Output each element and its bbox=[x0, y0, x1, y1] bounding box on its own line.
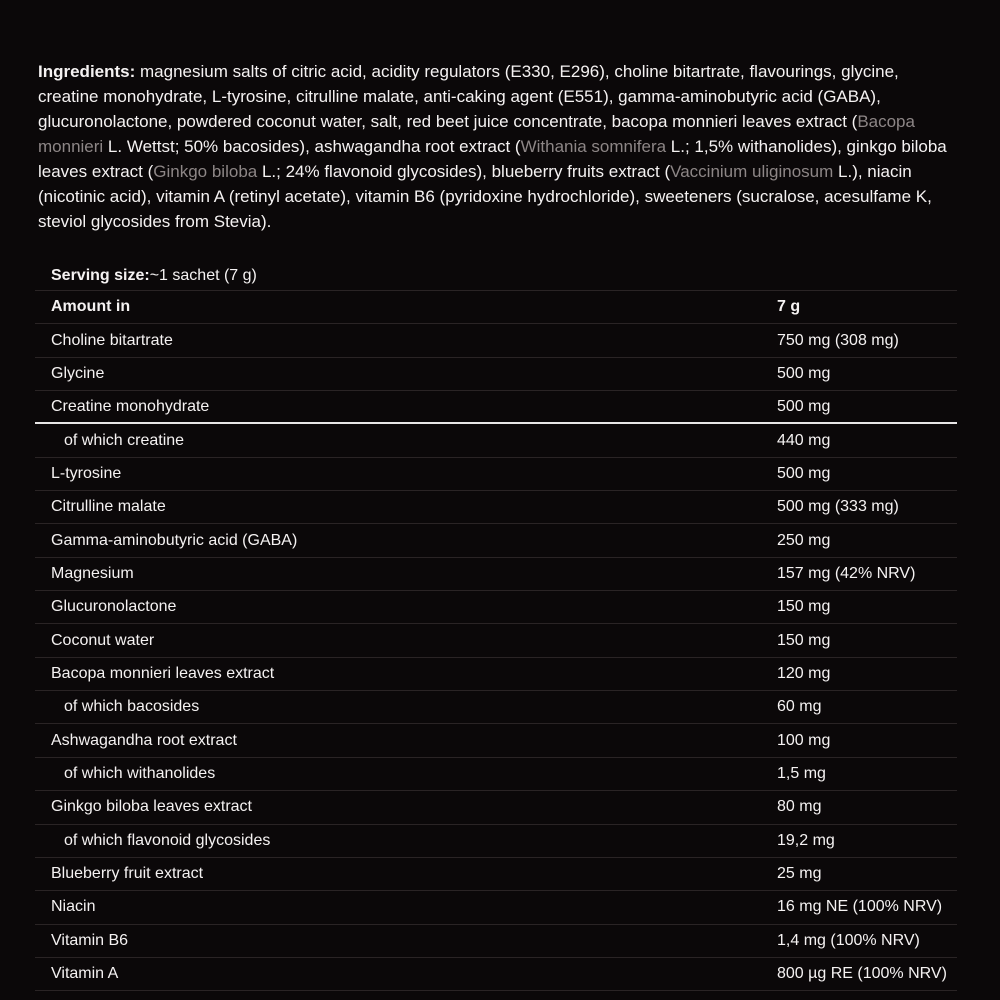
row-name: of which withanolides bbox=[64, 764, 216, 782]
row-amount: 120 mg bbox=[777, 664, 831, 682]
row-name: Blueberry fruit extract bbox=[51, 865, 204, 883]
amounts-table bbox=[35, 262, 957, 991]
table-header-name: Amount in bbox=[51, 298, 131, 316]
row-name: Ashwagandha root extract bbox=[51, 731, 237, 749]
serving-size-row bbox=[35, 262, 957, 291]
table-row bbox=[35, 891, 957, 924]
table-row bbox=[35, 491, 957, 524]
table-row bbox=[35, 558, 957, 591]
row-name: Creatine monohydrate bbox=[51, 397, 210, 415]
row-name: Choline bitartrate bbox=[51, 331, 173, 349]
row-name: Citrulline malate bbox=[51, 498, 166, 516]
row-amount: 500 mg (333 mg) bbox=[777, 498, 899, 516]
row-name: Vitamin B6 bbox=[51, 931, 129, 949]
table-row bbox=[35, 391, 957, 424]
row-name: Glucuronolactone bbox=[51, 598, 177, 616]
row-amount: 150 mg bbox=[777, 631, 831, 649]
row-name: of which bacosides bbox=[64, 698, 200, 716]
table-row bbox=[35, 358, 957, 391]
table-row bbox=[35, 825, 957, 858]
row-amount: 150 mg bbox=[777, 598, 831, 616]
table-row bbox=[35, 658, 957, 691]
row-amount: 250 mg bbox=[777, 531, 831, 549]
row-name: Glycine bbox=[51, 364, 105, 382]
serving-size-label: Serving size: bbox=[51, 267, 150, 284]
row-amount: 500 mg bbox=[777, 364, 831, 382]
ingredients-segment: L.; 24% flavonoid glycosides), blueberry fruits extract ( bbox=[257, 162, 671, 181]
serving-size-value: ~1 sachet (7 g) bbox=[149, 267, 257, 284]
row-name: Vitamin A bbox=[51, 965, 119, 983]
table-row bbox=[35, 591, 957, 624]
row-amount: 750 mg (308 mg) bbox=[777, 331, 899, 349]
ingredients-segment: Ingredients: bbox=[38, 62, 136, 81]
row-amount: 80 mg bbox=[777, 798, 822, 816]
table-row bbox=[35, 925, 957, 958]
table-row bbox=[35, 324, 957, 357]
row-amount: 1,5 mg bbox=[777, 764, 826, 782]
row-amount: 19,2 mg bbox=[777, 831, 835, 849]
ingredients-paragraph bbox=[38, 59, 958, 234]
table-row bbox=[35, 424, 957, 457]
row-amount: 1,4 mg (100% NRV) bbox=[777, 931, 920, 949]
row-amount: 500 mg bbox=[777, 397, 831, 415]
row-name: Bacopa monnieri leaves extract bbox=[51, 664, 275, 682]
ingredients-segment: Withania somnifera bbox=[520, 137, 667, 156]
table-row bbox=[35, 858, 957, 891]
row-amount: 100 mg bbox=[777, 731, 831, 749]
ingredients-segment: Bacopa monnieri bbox=[38, 112, 915, 156]
row-amount: 440 mg bbox=[777, 431, 831, 449]
ingredients-segment: magnesium salts of citric acid, acidity regulators (E330, E296), choline bitartrate, flavourings, glycine, creatine monohydrate, L-tyrosine, citrulline malate, anti-caking agent (E551), gamma-aminobutyric acid (GABA), glucuronolactone, powdered coconut water, salt, red beet juice concentrate, bacopa monnieri leaves extract ( bbox=[38, 62, 899, 131]
table-row bbox=[35, 458, 957, 491]
row-name: Coconut water bbox=[51, 631, 155, 649]
row-amount: 157 mg (42% NRV) bbox=[777, 564, 916, 582]
table-row bbox=[35, 724, 957, 757]
row-name: of which creatine bbox=[64, 431, 185, 449]
ingredients-segment: L.; 1,5% withanolides), ginkgo biloba leaves extract ( bbox=[38, 137, 947, 181]
row-name: Ginkgo biloba leaves extract bbox=[51, 798, 252, 816]
row-amount: 16 mg NE (100% NRV) bbox=[777, 898, 943, 916]
row-amount: 500 mg bbox=[777, 464, 831, 482]
table-header-row bbox=[35, 291, 957, 324]
row-name: L-tyrosine bbox=[51, 464, 122, 482]
row-name: Magnesium bbox=[51, 564, 134, 582]
table-row bbox=[35, 758, 957, 791]
row-amount: 60 mg bbox=[777, 698, 822, 716]
table-header-amount: 7 g bbox=[777, 298, 801, 316]
table-row bbox=[35, 691, 957, 724]
row-amount: 800 µg RE (100% NRV) bbox=[777, 965, 947, 983]
row-name: Gamma-aminobutyric acid (GABA) bbox=[51, 531, 298, 549]
row-name: Niacin bbox=[51, 898, 96, 916]
table-row bbox=[35, 791, 957, 824]
table-body bbox=[35, 324, 957, 991]
row-amount: 25 mg bbox=[777, 865, 822, 883]
ingredients-segment: L. Wettst; 50% bacosides), ashwagandha root extract ( bbox=[103, 137, 521, 156]
ingredients-segment: Vaccinium uliginosum bbox=[670, 162, 834, 181]
row-name: of which flavonoid glycosides bbox=[64, 831, 271, 849]
table-row bbox=[35, 624, 957, 657]
ingredients-segment: Ginkgo biloba bbox=[153, 162, 258, 181]
table-row bbox=[35, 958, 957, 991]
ingredients-segment: L.), niacin (nicotinic acid), vitamin A (retinyl acetate), vitamin B6 (pyridoxine hydrochloride), sweeteners (sucralose, acesulfame K, steviol glycosides from Stevia). bbox=[38, 162, 932, 231]
table-row bbox=[35, 524, 957, 557]
